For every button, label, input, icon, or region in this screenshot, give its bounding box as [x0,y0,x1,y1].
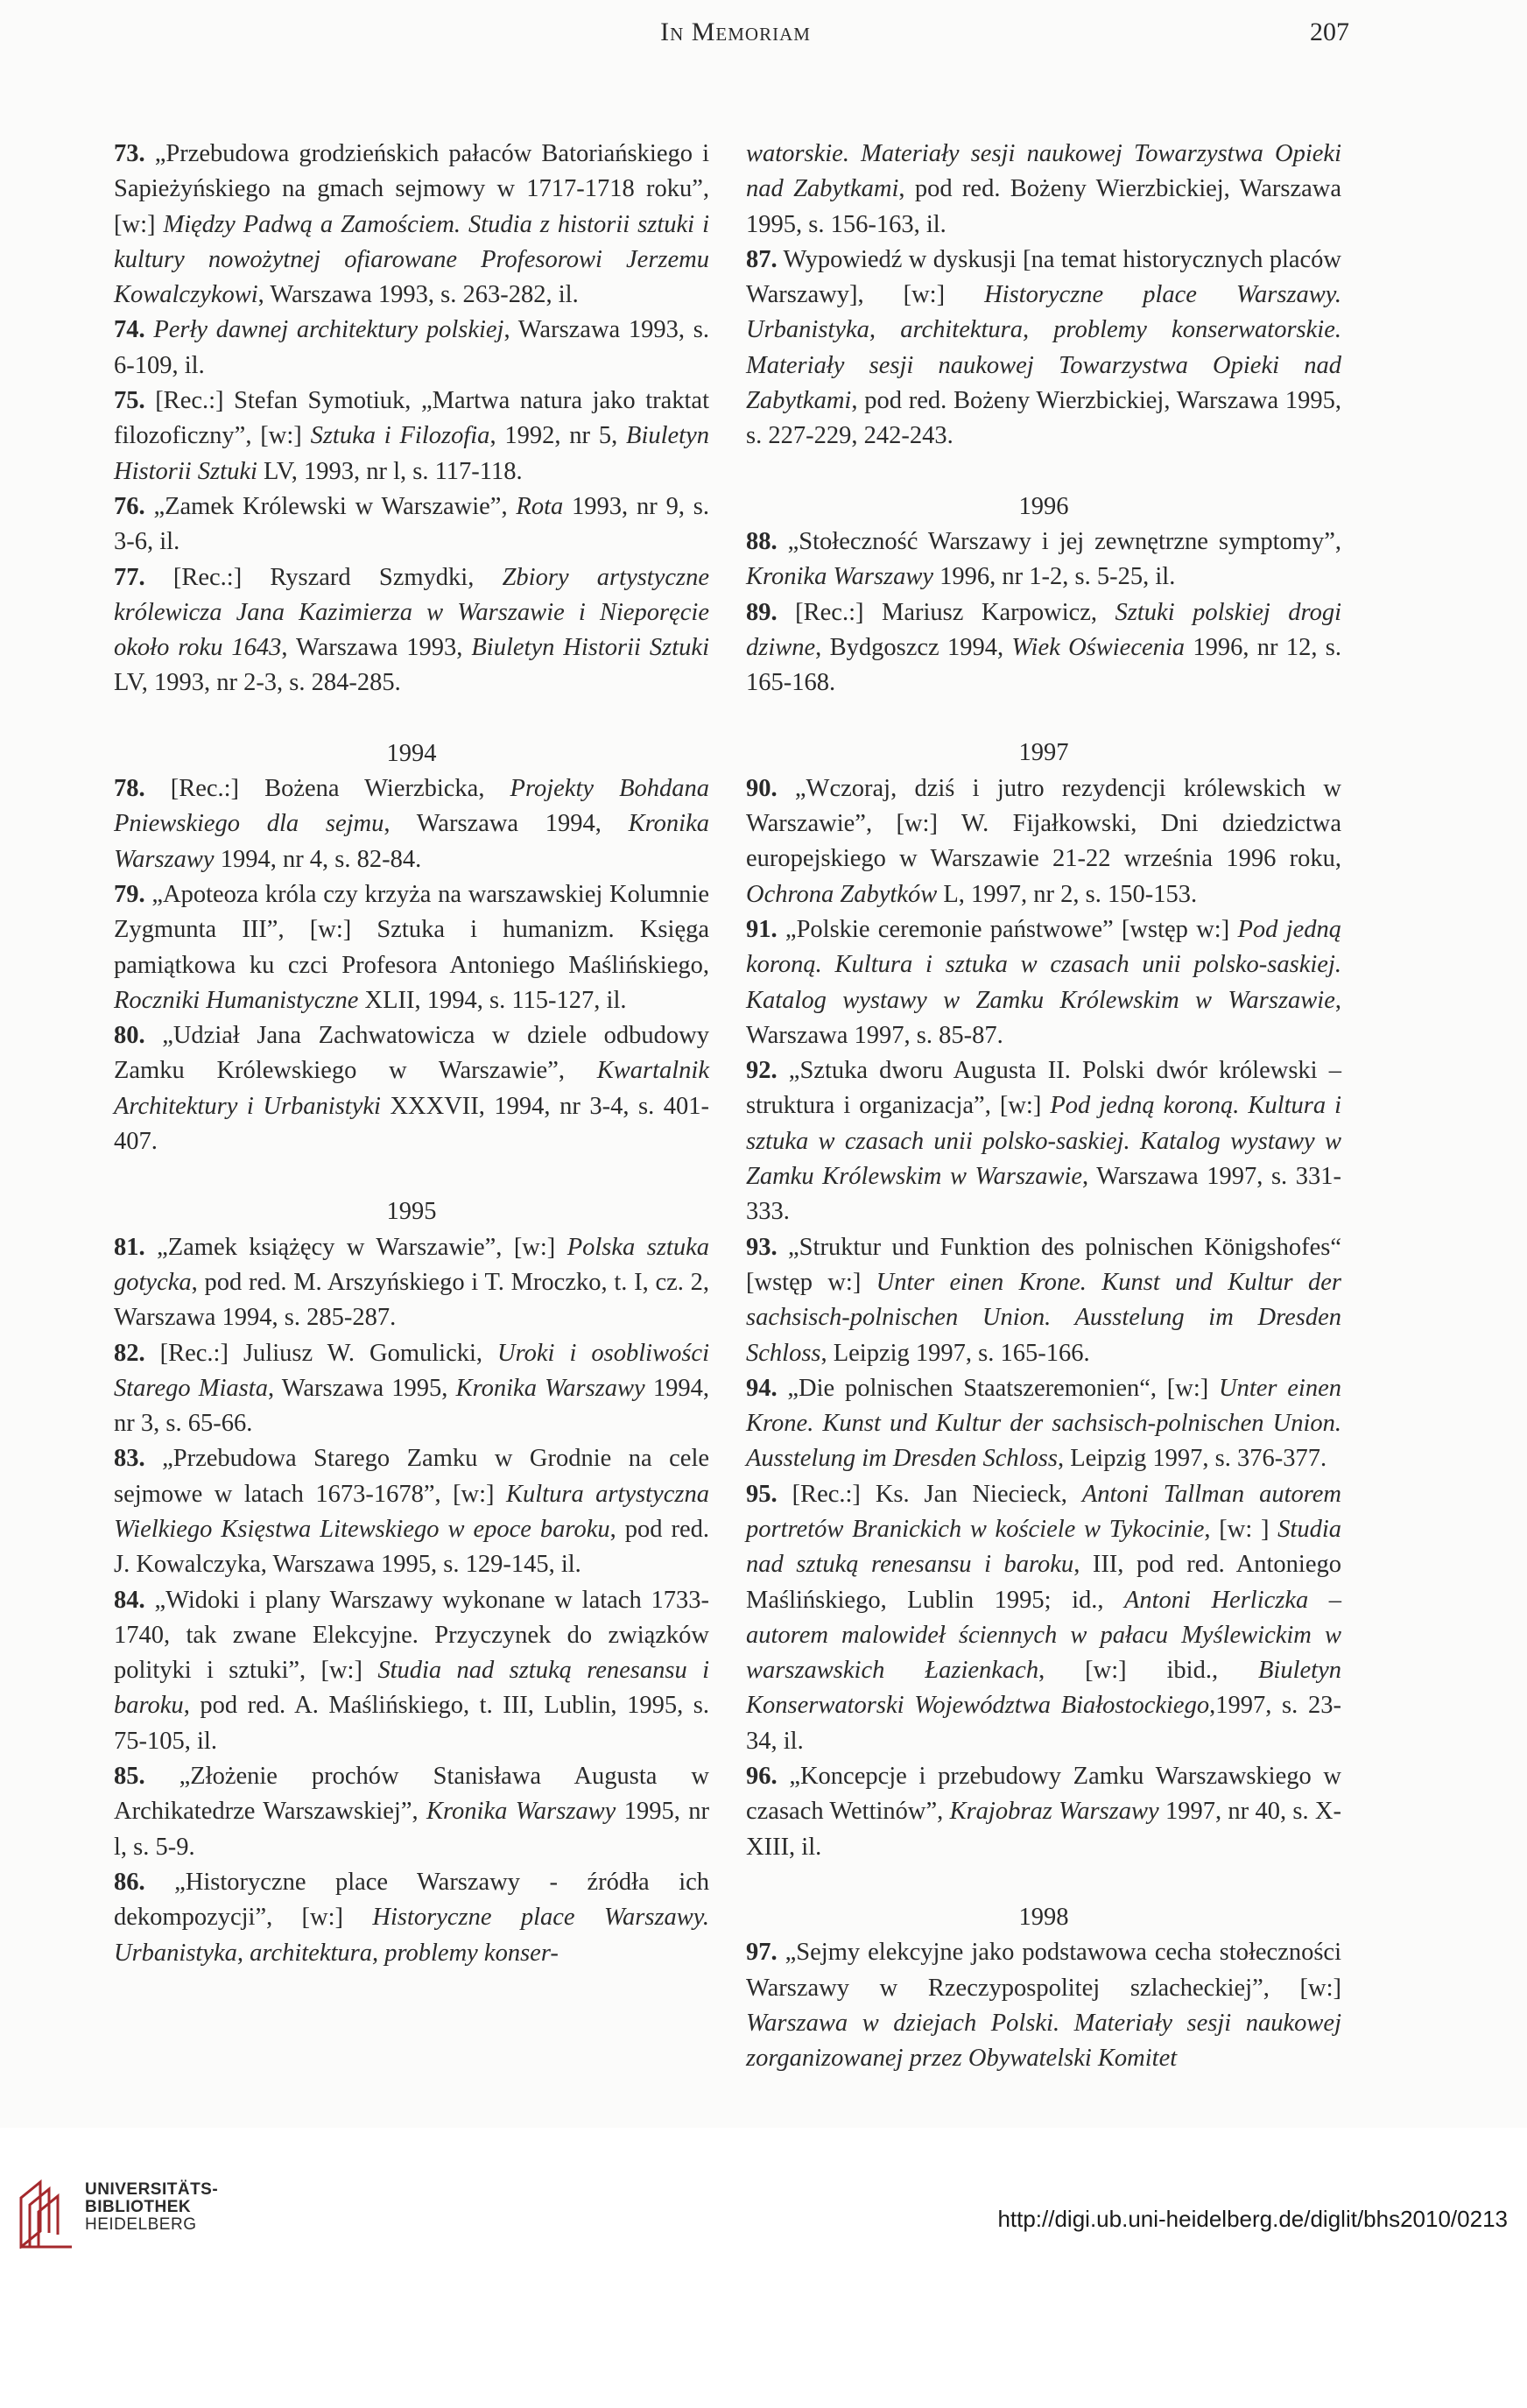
entry-text: „Apoteoza króla czy krzyża na warszawskiej Kolumnie Zygmunta III”, [w:] Sztuka i humanizm. Księga pamiątkowa ku czci Profesora Antoniego Maślińskiego, Roczniki Humanistyczne XLII, 1994, s. 115-127, il. [114,880,710,1014]
entry-text: „Zamek Królewski w Warszawie”, Rota 1993, nr 9, s. 3-6, il. [114,492,709,556]
entry-number: 97. [746,1939,778,1967]
bibliography-entry [114,489,709,560]
bibliography-entry [114,1865,709,1971]
year-heading: 1996 [1018,492,1069,520]
bibliography-entry [746,595,1341,701]
bibliography-entry [114,1336,709,1442]
entry-number: 76. [114,492,145,520]
entry-text: [Rec.:] Juliusz W. Gomulicki, Uroki i osobliwości Starego Miasta, Warszawa 1995, Kronika Warszawy 1994, nr 3, s. 65-66. [114,1339,709,1438]
entry-number: 79. [114,880,145,908]
year-heading: 1994 [386,739,437,767]
bibliography-entry [114,1583,709,1759]
entry-number: 85. [114,1763,145,1791]
bibliography-entry [746,525,1341,595]
entry-text: „Zamek książęcy w Warszawie”, [w:] Polska sztuka gotycka, pod red. M. Arszyńskiego i T. Mroczko, t. I, cz. 2, Warszawa 1994, s. 285-287. [114,1233,709,1332]
bibliography-entry [746,912,1341,1053]
entry-number: 82. [114,1339,145,1367]
entry-text: „Historyczne place Warszawy - źródła ich dekompozycji”, [w:] Historyczne place Warszawy. Urbanistyka, architektura, problemy konser- [114,1868,710,1967]
left-column [114,137,709,1971]
entry-text: [Rec.:] Ryszard Szmydki, Zbiory artystyczne królewicza Jana Kazimierza w Warszawie i Nieporęcie około roku 1643, Warszawa 1993, Biuletyn Historii Sztuki LV, 1993, nr 2-3, s. 284-285. [114,563,710,697]
entry-text: „Udział Jana Zachwatowicza w dziele odbudowy Zamku Królewskiego w Warszawie”, Kwartalnik Architektury i Urbanistyki XXXVII, 1994, nr 3-4, s. 401-407. [114,1022,710,1156]
institution-line-1: UNIVERSITÄTS- [85,2180,219,2199]
entry-text: [Rec.:] Bożena Wierzbicka, Projekty Bohdana Pniewskiego dla sejmu, Warszawa 1994, Kronika Warszawy 1994, nr 4, s. 82-84. [114,775,709,873]
entry-text: „Złożenie prochów Stanisława Augusta w Archikatedrze Warszawskiej”, Kronika Warszawy 1995, nr l, s. 5-9. [114,1763,710,1861]
entry-number: 94. [746,1374,778,1402]
year-heading: 1997 [1018,739,1069,767]
entry-text: „Die polnischen Staatszeremonien“, [w:] Unter einen Krone. Kunst und Kultur der sachsisch-polnischen Union. Ausstelung im Dresden Schloss, Leipzig 1997, s. 376-377. [746,1374,1341,1473]
bibliography-entry [114,560,709,701]
entry-text: Perły dawnej architektury polskiej, Warszawa 1993, s. 6-109, il. [114,316,709,379]
entry-text: „Stołeczność Warszawy i jej zewnętrzne symptomy”, Kronika Warszawy 1996, nr 1-2, s. 5-25, il. [746,527,1341,591]
entry-number: 77. [114,563,145,591]
entry-number: 78. [114,775,145,803]
bibliography-entry [114,1759,709,1865]
year-heading: 1998 [1018,1903,1069,1931]
entry-number: 93. [746,1233,778,1261]
ub-heidelberg-logo-icon [19,2179,74,2249]
institution-line-3: HEIDELBERG [85,2215,197,2234]
bibliography-entry [114,771,709,877]
library-footer [0,2128,1527,2408]
bibliography-entry [746,243,1341,454]
bibliography-entry [746,1230,1341,1371]
page-number: 207 [1310,18,1349,46]
institution-line-2: BIBLIOTHEK [85,2198,192,2216]
entry-text: „Przebudowa Starego Zamku w Grodnie na cele sejmowe w latach 1673-1678”, [w:] Kultura artystyczna Wielkiego Księstwa Litewskiego w epoce baroku, pod red. J. Kowalczyka, Warszawa 1995, s. 129-145, il. [114,1445,710,1579]
bibliography-entry [746,771,1341,912]
entry-number: 89. [746,598,778,626]
entry-number: 75. [114,387,145,415]
running-header-title: In Memoriam [660,18,811,46]
entry-number: 80. [114,1022,145,1050]
entry-number: 73. [114,140,145,167]
entry-text: „Wczoraj, dziś i jutro rezydencji królewskich w Warszawie”, [w:] W. Fijałkowski, Dni dziedzictwa europejskiego w Warszawie 21-22 września 1996 roku, Ochrona Zabytków L, 1997, nr 2, s. 150-153. [746,774,1342,908]
bibliography-entry [114,1230,709,1336]
bibliography-entry [114,313,709,384]
entry-number: 90. [746,774,778,802]
entry-number: 88. [746,527,778,555]
entry-text: [Rec.:] Mariusz Karpowicz, Sztuki polskiej drogi dziwne, Bydgoszcz 1994, Wiek Oświecenia 1996, nr 12, s. 165-168. [746,598,1341,697]
digital-copy-url[interactable]: http://digi.ub.uni-heidelberg.de/diglit/bhs2010/0213 [997,2206,1508,2232]
bibliography-entry [746,1935,1341,2076]
year-heading: 1995 [386,1198,437,1226]
entry-number: 95. [746,1480,778,1508]
entry-text: „Sztuka dworu Augusta II. Polski dwór królewski – struktura i organizacja”, [w:] Pod jedną koroną. Kultura i sztuka w czasach unii polsko-saskiej. Katalog wystawy w Zamku Królewskim w Warszawie, Warszawa 1997, s. 331-333. [746,1057,1341,1226]
entry-text: watorskie. Materiały sesji naukowej Towarzystwa Opieki nad Zabytkami, pod red. Bożeny Wierzbickiej, Warszawa 1995, s. 156-163, il. [746,140,1341,238]
bibliography-entry [114,384,709,489]
bibliography-entry [746,1477,1341,1759]
entry-text: „Polskie ceremonie państwowe” [wstęp w:] Pod jedną koroną. Kultura i sztuka w czasach unii polsko-saskiej. Katalog wystawy w Zamku Królewskim w Warszawie, Warszawa 1997, s. 85-87. [746,915,1342,1049]
entry-number: 74. [114,316,145,344]
entry-number: 84. [114,1586,145,1614]
entry-text: „Sejmy elekcyjne jako podstawowa cecha stołeczności Warszawy w Rzeczypospolitej szlacheckiej”, [w:] Warszawa w dziejach Polski. Materiały sesji naukowej zorganizowanej przez Obywatelski Komitet [746,1939,1341,2073]
bibliography-entry [114,1018,709,1159]
entry-number: 92. [746,1057,778,1085]
entry-text: „Koncepcje i przebudowy Zamku Warszawskiego w czasach Wettinów”, Krajobraz Warszawy 1997, nr 40, s. X-XIII, il. [746,1763,1341,1861]
entry-number: 83. [114,1445,145,1473]
entry-number: 87. [746,245,778,273]
entry-text: „Widoki i plany Warszawy wykonane w latach 1733-1740, tak zwane Elekcyjne. Przyczynek do związków polityki i sztuki”, [w:] Studia nad sztuką renesansu i baroku, pod red. A. Maślińskiego, t. III, Lublin, 1995, s. 75-105, il. [114,1586,710,1755]
institution-name [85,2181,218,2234]
entry-text: „Przebudowa grodzieńskich pałaców Batoriańskiego i Sapieżyńskiego na gmach sejmowy w 1717-1718 roku”, [w:] Między Padwą a Zamościem. Studia z historii sztuki i kultury nowożytnej ofiarowane Profesorowi Jerzemu Kowalczykowi, Warszawa 1993, s. 263-282, il. [114,140,710,309]
entry-number: 81. [114,1233,145,1261]
bibliography-entry [114,137,709,313]
bibliography-entry [746,1053,1341,1229]
entry-number: 96. [746,1763,778,1791]
entry-text: [Rec.:] Ks. Jan Niecieck, Antoni Tallman autorem portretów Branickich w kościele w Tykocinie, [w: ] Studia nad sztuką renesansu i baroku, III, pod red. Antoniego Maślińskiego, Lublin 1995; id., Antoni Herliczka – autorem malowideł ściennych w pałacu Myślewickim w warszawskich Łazienkach, [w:] ibid., Biuletyn Konserwatorski Województwa Białostockiego,1997, s. 23-34, il. [746,1480,1342,1755]
entry-text: Wypowiedź w dyskusji [na temat historycznych placów Warszawy], [w:] Historyczne place Warszawy. Urbanistyka, architektura, problemy konserwatorskie. Materiały sesji naukowej Towarzystwa Opieki nad Zabytkami, pod red. Bożeny Wierzbickiej, Warszawa 1995, s. 227-229, 242-243. [746,245,1342,450]
bibliography-entry [114,1441,709,1582]
entry-text: „Struktur und Funktion des polnischen Königshofes“ [wstęp w:] Unter einen Krone. Kunst und Kultur der sachsisch-polnischen Union. Ausstelung im Dresden Schloss, Leipzig 1997, s. 165-166. [746,1233,1341,1367]
bibliography-entry [114,877,709,1018]
bibliography-entry [746,1371,1341,1477]
entry-number: 86. [114,1868,145,1896]
continued-text [746,137,1341,243]
entry-number: 91. [746,915,778,943]
bibliography-entry [746,1759,1341,1865]
right-column [746,137,1341,2076]
entry-text: [Rec.:] Stefan Symotiuk, „Martwa natura jako traktat filozoficzny”, [w:] Sztuka i Filozofia, 1992, nr 5, Biuletyn Historii Sztuki LV, 1993, nr l, s. 117-118. [114,387,709,485]
